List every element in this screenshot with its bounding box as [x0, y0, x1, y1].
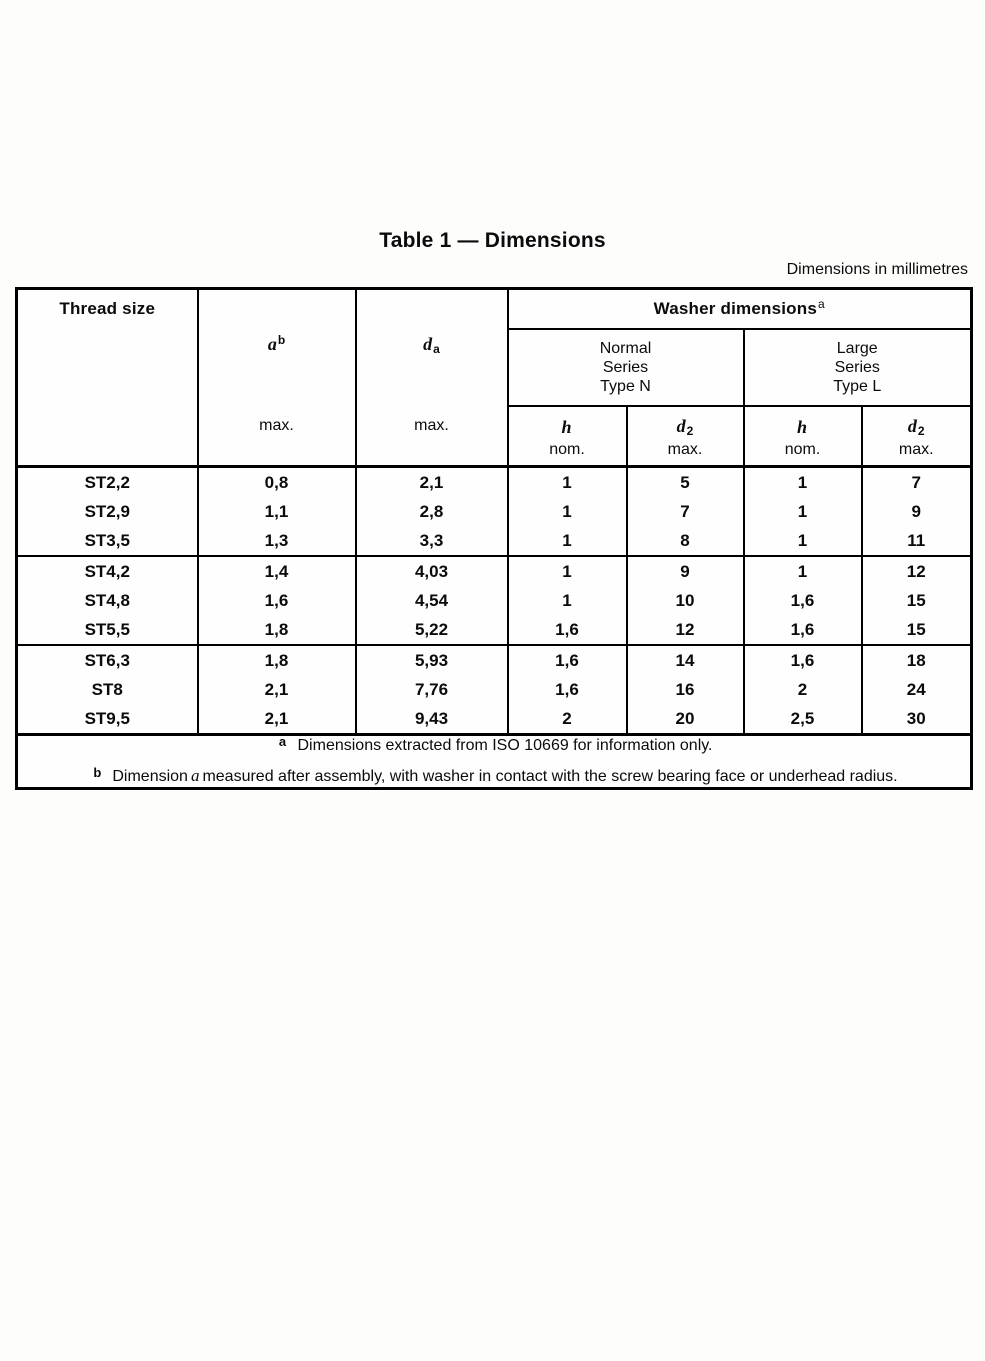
da-max-cell: 5,22 — [356, 615, 508, 645]
row-group-1 — [17, 467, 972, 557]
large-h-cell: 1,6 — [744, 645, 862, 675]
footnote-b: b Dimension a measured after assembly, with washer in contact with the screw bearing face or underhead radius. — [18, 766, 970, 787]
thread-size-cell: ST2,2 — [17, 467, 198, 498]
thread-size-cell: ST4,8 — [17, 586, 198, 615]
table-row — [17, 467, 972, 498]
large-h-cell: 1 — [744, 556, 862, 586]
normal-h-nom-header: h nom. — [508, 406, 627, 467]
a-max-cell: 1,6 — [198, 586, 356, 615]
dimensions-table — [15, 287, 973, 790]
normal-d2-cell: 5 — [627, 467, 744, 498]
large-h-cell: 2,5 — [744, 704, 862, 735]
normal-h-cell: 1 — [508, 526, 627, 556]
table-row — [17, 615, 972, 645]
normal-d2-cell: 7 — [627, 497, 744, 526]
normal-d2-cell: 10 — [627, 586, 744, 615]
a-max-cell: 1,8 — [198, 615, 356, 645]
da-symbol: da — [423, 334, 440, 356]
da-max-cell: 9,43 — [356, 704, 508, 735]
page-title: Table 1 — Dimensions — [379, 229, 606, 252]
footnote-a-marker: a — [278, 734, 287, 749]
a-max-cell: 2,1 — [198, 675, 356, 704]
normal-d2-cell: 20 — [627, 704, 744, 735]
thread-size-cell: ST5,5 — [17, 615, 198, 645]
row-group-2 — [17, 556, 972, 645]
da-max-header — [356, 289, 508, 467]
a-qualifier: max. — [259, 417, 294, 434]
table-row — [17, 704, 972, 735]
a-max-cell: 1,8 — [198, 645, 356, 675]
large-h-cell: 1,6 — [744, 615, 862, 645]
large-h-cell: 2 — [744, 675, 862, 704]
normal-h-cell: 1,6 — [508, 645, 627, 675]
normal-h-cell: 1 — [508, 556, 627, 586]
large-h-cell: 1 — [744, 467, 862, 498]
large-d2-cell: 18 — [862, 645, 972, 675]
a-max-cell: 0,8 — [198, 467, 356, 498]
a-max-header — [198, 289, 356, 467]
large-d2-cell: 15 — [862, 615, 972, 645]
large-d2-cell: 24 — [862, 675, 972, 704]
table-row — [17, 526, 972, 556]
large-h-nom-header: h nom. — [744, 406, 862, 467]
large-d2-cell: 12 — [862, 556, 972, 586]
da-max-cell: 4,54 — [356, 586, 508, 615]
normal-d2-cell: 9 — [627, 556, 744, 586]
row-group-3 — [17, 645, 972, 735]
thread-size-cell: ST8 — [17, 675, 198, 704]
thread-size-cell: ST4,2 — [17, 556, 198, 586]
washer-footnote-ref: a — [818, 297, 825, 311]
large-h-cell: 1 — [744, 526, 862, 556]
normal-d2-cell: 8 — [627, 526, 744, 556]
da-qualifier: max. — [414, 417, 449, 434]
da-max-cell: 3,3 — [356, 526, 508, 556]
normal-d2-cell: 16 — [627, 675, 744, 704]
da-max-cell: 2,1 — [356, 467, 508, 498]
da-max-cell: 5,93 — [356, 645, 508, 675]
washer-dimensions-header: Washer dimensionsa — [508, 289, 972, 330]
normal-d2-cell: 14 — [627, 645, 744, 675]
normal-h-cell: 1 — [508, 497, 627, 526]
thread-size-header — [17, 289, 198, 467]
a-max-cell: 1,3 — [198, 526, 356, 556]
a-max-cell: 1,1 — [198, 497, 356, 526]
footnote-b-marker: b — [93, 765, 102, 780]
large-h-cell: 1,6 — [744, 586, 862, 615]
normal-h-cell: 1 — [508, 586, 627, 615]
thread-size-cell: ST2,9 — [17, 497, 198, 526]
normal-h-cell: 2 — [508, 704, 627, 735]
thread-size-cell: ST3,5 — [17, 526, 198, 556]
normal-h-cell: 1,6 — [508, 615, 627, 645]
units-note: Dimensions in millimetres — [786, 261, 968, 278]
footnotes-section — [17, 735, 972, 789]
a-max-cell: 1,4 — [198, 556, 356, 586]
thread-size-cell: ST6,3 — [17, 645, 198, 675]
thread-size-label: Thread size — [59, 299, 156, 318]
table-row — [17, 556, 972, 586]
normal-h-cell: 1 — [508, 467, 627, 498]
large-d2-cell: 9 — [862, 497, 972, 526]
a-symbol: ab — [267, 333, 286, 354]
normal-d2-max-header: d2 max. — [627, 406, 744, 467]
da-max-cell: 7,76 — [356, 675, 508, 704]
footnote-b-symbol-a: a — [190, 766, 200, 785]
table-row — [17, 586, 972, 615]
large-d2-cell: 11 — [862, 526, 972, 556]
normal-series-header: Normal Series Type N — [508, 329, 744, 406]
normal-h-cell: 1,6 — [508, 675, 627, 704]
large-h-cell: 1 — [744, 497, 862, 526]
da-max-cell: 4,03 — [356, 556, 508, 586]
table-row — [17, 675, 972, 704]
normal-d2-cell: 12 — [627, 615, 744, 645]
da-max-cell: 2,8 — [356, 497, 508, 526]
large-d2-cell: 30 — [862, 704, 972, 735]
large-series-header: Large Series Type L — [744, 329, 972, 406]
thread-size-cell: ST9,5 — [17, 704, 198, 735]
table-row — [17, 497, 972, 526]
footnote-a: a Dimensions extracted from ISO 10669 for information only. — [18, 736, 970, 756]
table-header — [17, 289, 972, 467]
large-d2-cell: 7 — [862, 467, 972, 498]
table-row — [17, 645, 972, 675]
a-max-cell: 2,1 — [198, 704, 356, 735]
large-d2-cell: 15 — [862, 586, 972, 615]
large-d2-max-header: d2 max. — [862, 406, 972, 467]
